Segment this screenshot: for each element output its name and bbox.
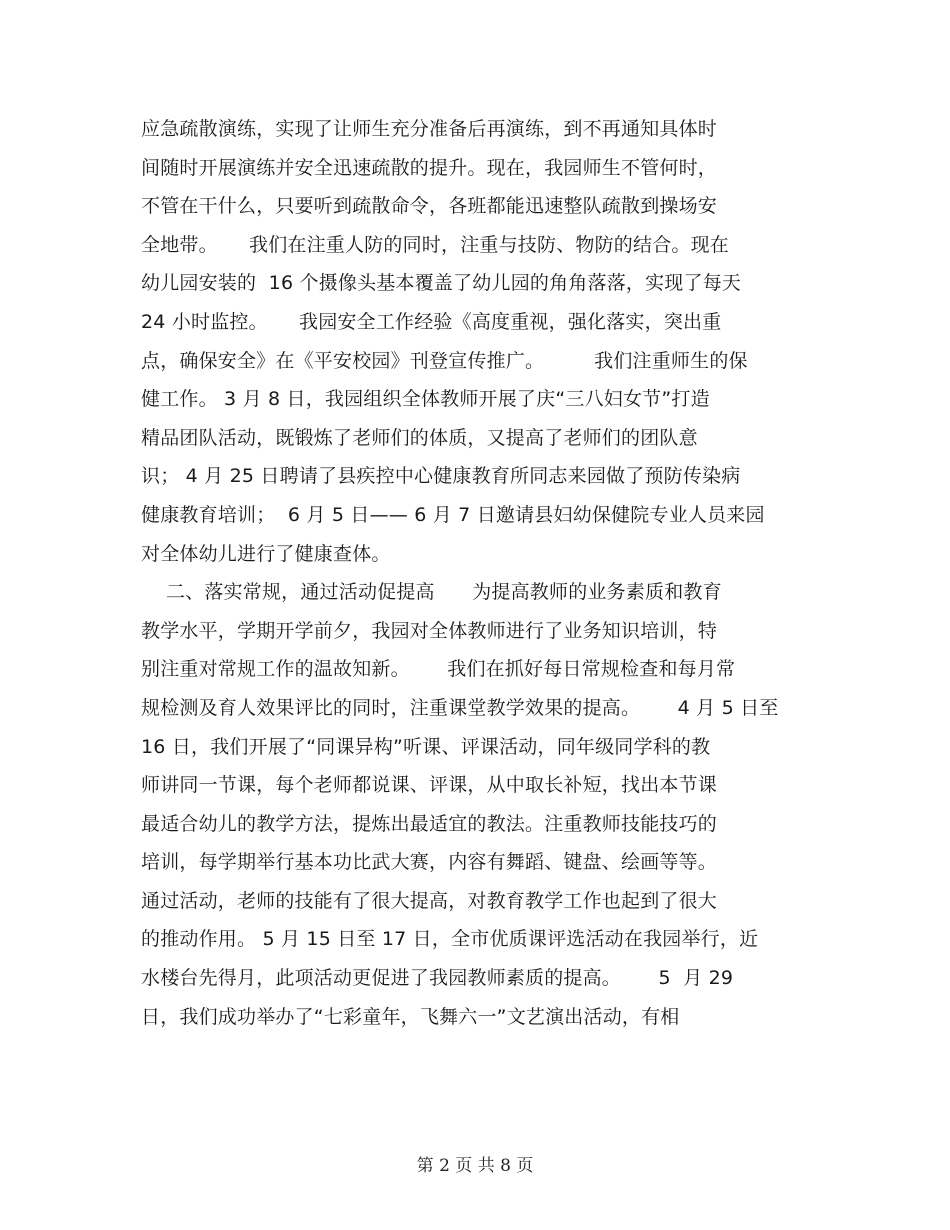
text-line: 精品团队活动，既锻炼了老师们的体质，又提高了老师们的团队意 xyxy=(141,426,698,449)
text-line: 识； 4 月 25 日聘请了县疾控中心健康教育所同志来园做了预防传染病 xyxy=(141,465,741,488)
text-line: 最适合幼儿的教学方法，提炼出最适宜的教法。注重教师技能技巧的 xyxy=(141,812,718,835)
section-heading-line: 二、落实常规，通过活动促提高 为提高教师的业务素质和教育 xyxy=(141,581,722,604)
text-line: 全地带。 我们在注重人防的同时，注重与技防、物防的结合。现在 xyxy=(141,233,729,256)
text-line: 的推动作用。 5 月 15 日至 17 日，全市优质课评选活动在我园举行，近 xyxy=(141,928,759,951)
text-line: 16 日，我们开展了“同课异构”听课、评课活动，同年级同学科的教 xyxy=(141,735,711,758)
text-line: 健康教育培训； 6 月 5 日—— 6 月 7 日邀请县妇幼保健院专业人员来园 xyxy=(141,503,765,526)
body-text xyxy=(141,110,821,1036)
text-line: 间随时开展演练并安全迅速疏散的提升。现在，我园师生不管何时， xyxy=(141,156,718,179)
text-line: 幼儿园安装的 16 个摄像头基本覆盖了幼儿园的角角落落，实现了每天 xyxy=(141,272,742,295)
text-line: 别注重对常规工作的温故知新。 我们在抓好每日常规检查和每月常 xyxy=(141,658,736,681)
text-line: 不管在干什么，只要听到疏散命令，各班都能迅速整队疏散到操场安 xyxy=(141,195,718,218)
text-line: 点，确保安全》在《平安校园》刊登宣传推广。 我们注重师生的保 xyxy=(141,349,748,372)
text-line: 健工作。 3 月 8 日，我园组织全体教师开展了庆“三八妇女节”打造 xyxy=(141,388,710,411)
text-line: 师讲同一节课，每个老师都说课、评课，从中取长补短，找出本节课 xyxy=(141,774,718,797)
text-line: 水楼台先得月，此项活动更促进了我园教师素质的提高。 5 月 29 xyxy=(141,967,734,990)
text-line: 应急疏散演练，实现了让师生充分准备后再演练，到不再通知具体时 xyxy=(141,118,718,140)
text-line: 对全体幼儿进行了健康查体。 xyxy=(141,542,391,565)
text-line: 规检测及育人效果评比的同时，注重课堂教学效果的提高。 4 月 5 日至 xyxy=(141,696,779,719)
text-line: 培训，每学期举行基本功比武大赛，内容有舞蹈、键盘、绘画等等。 xyxy=(141,851,718,874)
page-number-footer: 第 2 页 共 8 页 xyxy=(416,1156,534,1176)
text-line: 日，我们成功举办了“七彩童年，飞舞六一”文艺演出活动，有相 xyxy=(141,1005,680,1028)
text-line: 通过活动，老师的技能有了很大提高，对教育教学工作也起到了很大 xyxy=(141,889,718,912)
text-line: 24 小时监控。 我园安全工作经验《高度重视，强化落实，突出重 xyxy=(141,310,722,333)
text-line: 教学水平，学期开学前夕，我园对全体教师进行了业务知识培训，特 xyxy=(141,619,718,642)
